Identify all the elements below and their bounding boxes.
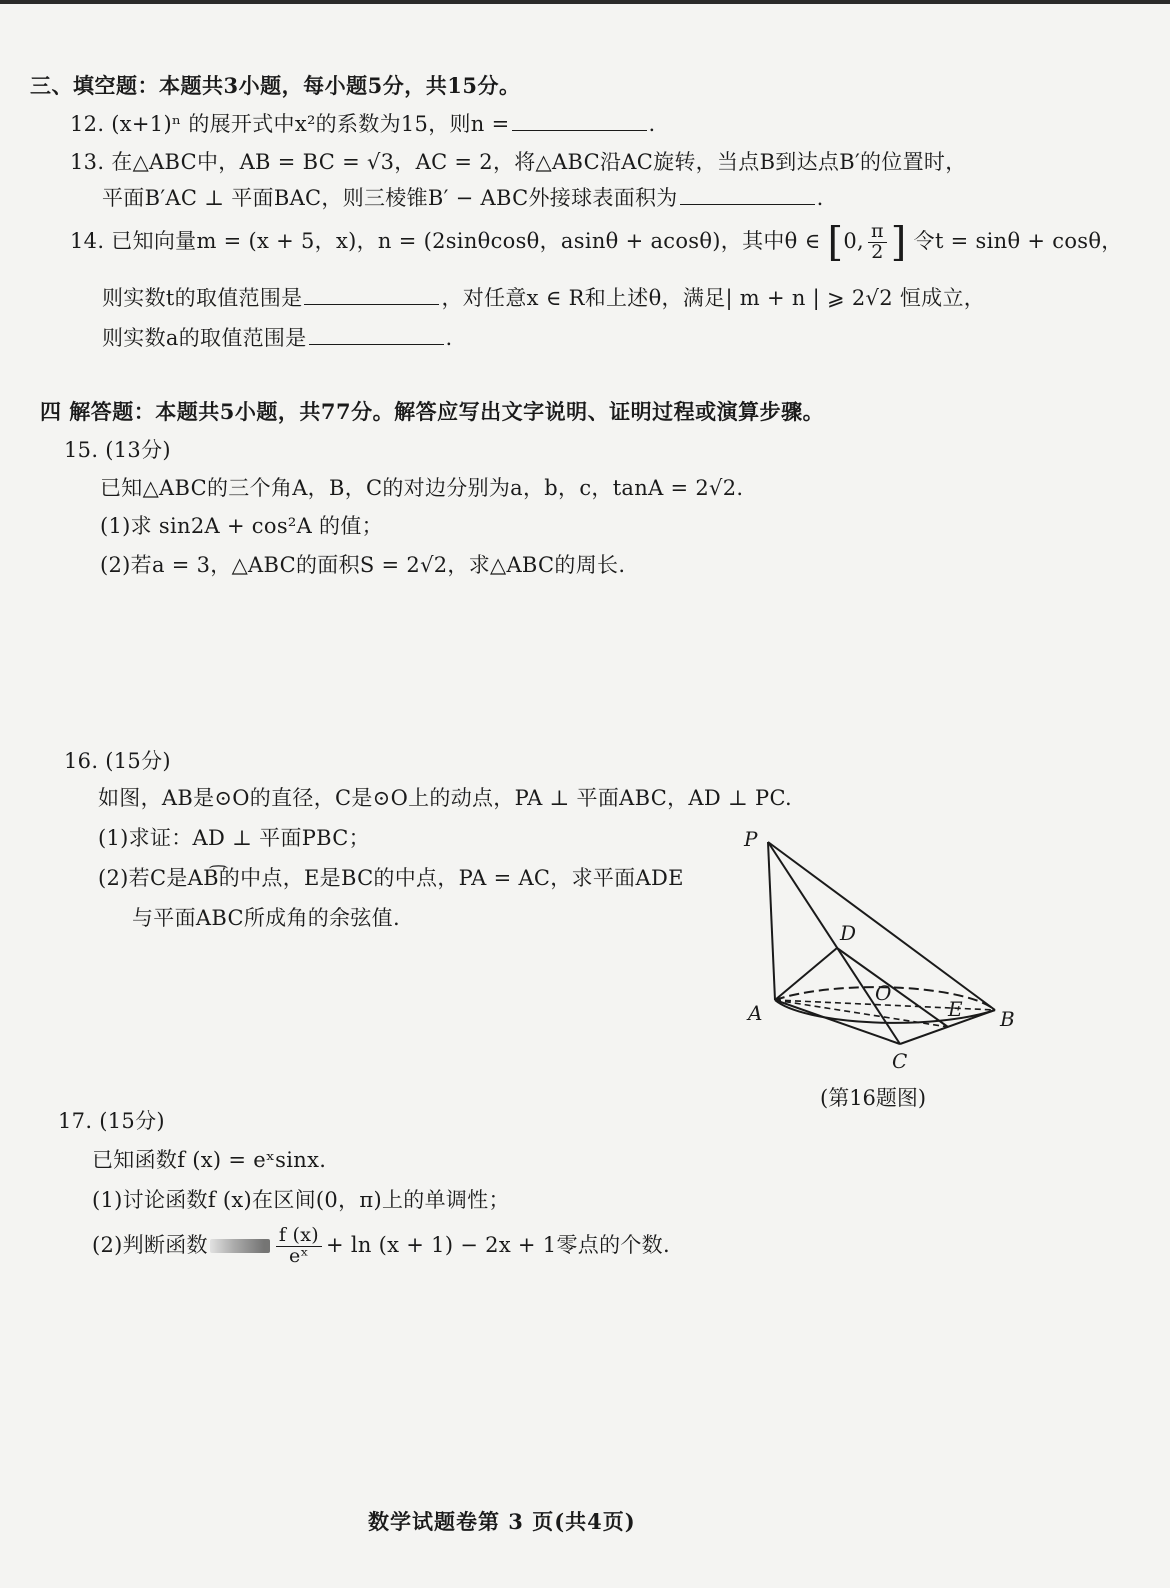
interval-left: 0, [843,228,864,253]
q15-number: 15. (13分) [64,438,171,462]
smudge-mark [210,1239,270,1253]
label-P: P [744,827,758,851]
q13-text: 平面B′AC ⊥ 平面BAC，则三棱锥B′ − ABC外接球表面积为 [102,186,678,210]
figure-caption: (第16题图) [820,1086,927,1110]
q14-a-blank [309,343,444,345]
q16-number: 16. (15分) [64,749,171,773]
q14-period: . [445,326,453,350]
label-D: D [840,921,857,945]
q17-expression: + ln (x + 1) − 2x + 1零点的个数. [325,1232,670,1257]
q14-line3 [102,322,453,352]
label-C: C [892,1049,908,1073]
label-B: B [1000,1007,1015,1031]
top-border [0,0,1170,4]
q12-text: 12. (x+1)ⁿ 的展开式中x²的系数为15，则n = [70,112,510,136]
label-E: E [948,997,963,1021]
right-bracket: ] [890,219,907,266]
q14-condition: ，对任意x ∈ R和上述θ，满足| m + n | ⩾ 2√2 恒成立， [441,286,986,310]
frac-num: f (x) [276,1226,322,1247]
q17-text: (2)判断函数 [92,1232,208,1257]
q15-line2: (1)求 sin2A + cos²A 的值； [100,514,383,538]
q12-answer-blank [512,129,647,131]
q16-line4: 与平面ABC所成角的余弦值. [132,906,400,930]
q13-line1: 13. 在△ABC中，AB = BC = √3，AC = 2，将△ABC沿AC旋转，当点B到达点B′的位置时， [70,150,967,174]
pi-over-2-fraction [868,222,887,263]
q17-line1: 已知函数f (x) = eˣsinx. [92,1148,327,1172]
q17-line2: (1)讨论函数f (x)在区间(0，π)上的单调性； [92,1188,510,1212]
edge-PA [768,842,775,1000]
frac-num: π [868,222,887,243]
q15-line1: 已知△ABC的三个角A，B，C的对边分别为a，b，c，tanA = 2√2. [100,476,744,500]
q13-answer-blank [680,203,815,205]
q12-period: . [648,112,656,136]
section4-heading: 四 解答题：本题共5小题，共77分。解答应写出文字说明、证明过程或演算步骤。 [40,399,825,424]
q14-line1 [70,219,1123,266]
page-footer: 数学试题卷第 3 页(共4页) [368,1509,636,1534]
q13-line2 [102,182,824,212]
q16-line3: (2)若C是AB͡的中点，E是BC的中点，PA = AC，求平面ADE [98,866,684,890]
q16-line2: (1)求证：AD ⊥ 平面PBC； [98,826,370,850]
q14-t-range: 则实数t的取值范围是 [102,286,303,310]
f-over-ex-fraction [276,1226,322,1267]
frac-den: eˣ [288,1244,309,1267]
q14-t-blank [304,303,439,305]
question-12 [70,108,655,138]
q15-line3: (2)若a = 3，△ABC的面积S = 2√2，求△ABC的周长. [100,553,626,577]
q17-number: 17. (15分) [58,1109,165,1133]
q16-figure [730,820,1030,1080]
frac-den: 2 [871,240,884,263]
section3-heading: 三、填空题：本题共3小题，每小题5分，共15分。 [30,73,521,98]
q14-a-range: 则实数a的取值范围是 [102,326,307,350]
q13-period: . [816,186,824,210]
label-A: A [748,1001,763,1025]
q14-t-def: 令t = sinθ + cosθ， [913,228,1123,253]
q14-text: 14. 已知向量m = (x + 5，x)，n = (2sinθcosθ，asinθ + acosθ)，其中θ ∈ [70,228,821,253]
left-bracket: [ [827,219,844,266]
q16-line1: 如图，AB是⊙O的直径，C是⊙O上的动点，PA ⊥ 平面ABC，AD ⊥ PC. [98,786,793,810]
q17-line3 [92,1226,670,1267]
edge-PC [768,842,900,1044]
label-O: O [875,981,892,1005]
q14-line2 [102,282,985,312]
